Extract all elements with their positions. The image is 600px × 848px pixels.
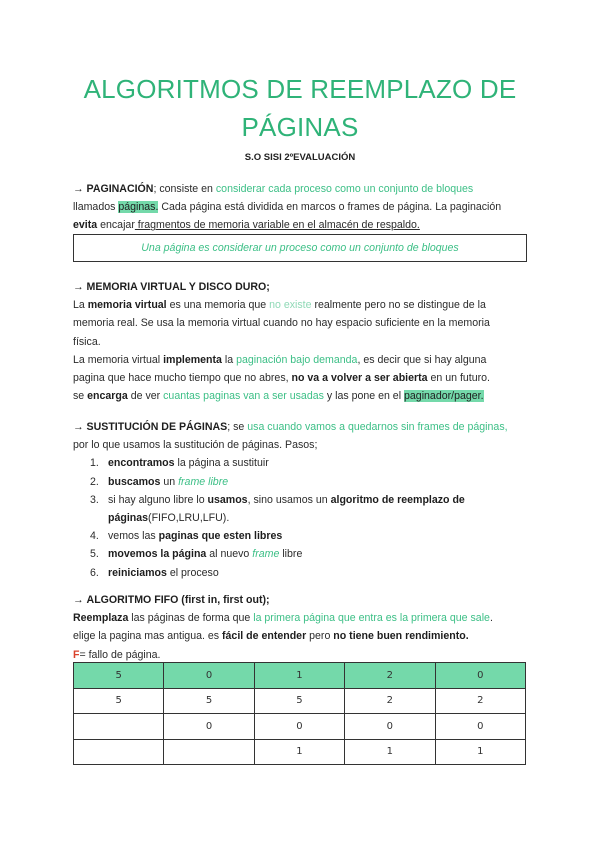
green-text: la primera página que entra es la primera que sale [253,612,490,625]
green-italic-text: frame [252,548,280,561]
bold-text: algoritmo de reemplazo de [330,493,465,506]
green-text: considerar cada proceso como un conjunto de bloques [215,183,474,195]
text: Cada página está dividida en marcos o frames de página. La paginación [158,201,502,214]
list-item [73,564,533,582]
table-cell [164,739,254,765]
table-cell [74,714,164,740]
table-cell: 0 [254,714,344,740]
list-item [73,491,533,527]
text: el proceso [166,566,219,579]
arrow-icon: → [73,281,84,293]
text: pagina que hace mucho tiempo que no abres, [73,372,292,385]
bold-text: usamos [207,493,248,506]
text: se [73,390,88,403]
green-italic-text: frame libre [178,475,229,488]
list-number: 2. [90,475,99,488]
list-number: 5. [90,548,99,561]
bold-text: Reemplaza [73,612,129,625]
table-cell: 5 [74,688,164,714]
section-heading: ALGORITMO FIFO (first in, first out); [86,594,270,606]
text: , sino usamos un [247,493,331,506]
text: ; se [227,421,248,433]
text: realmente pero no se distingue de la [311,299,486,312]
bold-text: no va a volver a ser abierta [291,372,428,385]
list-number: 1. [90,457,99,470]
page-subtitle: S.O SISI 2ºEVALUACIÓN [244,152,356,163]
table-cell: 2 [345,688,435,714]
table-cell: 1 [435,739,525,765]
text: al nuevo [206,548,253,561]
bold-text: páginas [108,512,149,525]
paragraph-line [73,627,533,645]
section-heading: PAGINACIÓN [86,183,154,195]
text: elige la pagina mas antigua. es [73,630,223,643]
paragraph-line [73,296,533,314]
text: si hay alguno libre lo [108,493,208,506]
table-cell: 5 [164,688,254,714]
paragraph-line [73,180,533,198]
bold-text: paginas que esten libres [158,530,283,543]
table-header-cell: 0 [164,663,254,689]
text: y las pone en el [323,390,405,403]
text: = fallo de página. [79,648,161,661]
bold-text: encarga [87,390,128,403]
text: llamados [73,201,119,214]
page-title-line2: PÁGINAS [241,112,359,142]
text: La memoria virtual [73,353,164,366]
paragraph-line [73,216,533,234]
list-number: 6. [90,566,99,579]
text: la página a sustituir [174,457,269,470]
table-header-cell: 5 [74,663,164,689]
text: libre [279,548,303,561]
section-heading-line [73,591,533,609]
section-paginacion [73,180,533,235]
bold-text: buscamos [108,475,161,488]
table-row [74,714,526,740]
table-cell: 1 [254,739,344,765]
text: encajar [97,219,135,232]
text: un [160,475,179,488]
bold-text: movemos la página [108,548,207,561]
section-heading-line [73,278,533,296]
text: en un futuro. [427,372,490,385]
list-item [73,454,533,472]
bold-text: no tiene buen rendimiento. [333,630,469,643]
text: , es decir que si hay alguna [357,353,487,366]
table-header-cell: 1 [254,663,344,689]
table-cell: 2 [435,688,525,714]
table-row [74,739,526,765]
text: pero [306,630,334,643]
text: las páginas de forma que [128,612,254,625]
bold-text: memoria virtual [87,299,167,312]
section-fifo [73,591,533,664]
paragraph-line [73,369,533,387]
table-cell: 5 [254,688,344,714]
list-number: 4. [90,530,99,543]
list-number: 3. [90,493,99,506]
table-cell [74,739,164,765]
paragraph-line [73,387,533,405]
paragraph-line [73,418,533,436]
section-sustitucion [73,418,533,582]
green-text: no existe [269,299,312,312]
paragraph-line [73,198,533,216]
table-cell: 1 [345,739,435,765]
table-header-row [74,663,526,689]
underlined-text: fragmentos de memoria variable en el almacén de respaldo. [134,219,420,232]
text: es una memoria que [166,299,270,312]
page-title-line1: ALGORITMOS DE REEMPLAZO DE [83,74,517,104]
table-cell: 0 [164,714,254,740]
list-item [73,545,533,563]
text: de ver [127,390,164,403]
table-row [74,688,526,714]
arrow-icon: → [73,421,84,433]
table-header-cell: 2 [345,663,435,689]
bold-text: implementa [163,353,222,366]
paragraph-line: memoria real. Se usa la memoria virtual cuando no hay espacio suficiente en la memoria [73,317,490,330]
fifo-table [73,662,526,765]
text: (FIFO,LRU,LFU). [148,512,230,525]
arrow-icon: → [73,183,84,195]
bold-text: encontramos [108,457,175,470]
text: la [221,353,237,366]
green-text: usa cuando vamos a quedarnos sin frames de páginas, [247,421,508,433]
green-text: paginación bajo demanda [236,353,358,366]
bold-text: evita [73,219,98,232]
text: . [489,612,493,625]
table-header-cell: 0 [435,663,525,689]
steps-list [73,454,533,581]
text: vemos las [108,530,159,543]
paragraph-line [73,609,533,627]
list-item [73,527,533,545]
table-cell: 0 [435,714,525,740]
arrow-icon: → [73,594,84,606]
text: La [73,299,88,312]
paragraph-line [73,351,533,369]
highlighted-text: páginas. [118,201,159,214]
bold-text: reiniciamos [108,566,167,579]
bold-text: fácil de entender [222,630,307,643]
section-heading: SUSTITUCIÓN DE PÁGINAS [86,421,228,433]
green-text: cuantas paginas van a ser usadas [163,390,324,403]
definition-box: Una página es considerar un proceso como un conjunto de bloques [73,234,527,262]
section-heading: MEMORIA VIRTUAL Y DISCO DURO; [86,281,270,293]
table-cell: 0 [345,714,435,740]
text: ; consiste en [153,183,216,195]
highlighted-text: paginador/pager. [404,390,484,403]
paragraph-line: por lo que usamos la sustitución de páginas. Pasos; [73,439,318,452]
fault-marker: F [73,648,80,661]
paragraph-line: física. [73,335,101,348]
list-item [73,473,533,491]
section-memoria-virtual [73,278,533,405]
